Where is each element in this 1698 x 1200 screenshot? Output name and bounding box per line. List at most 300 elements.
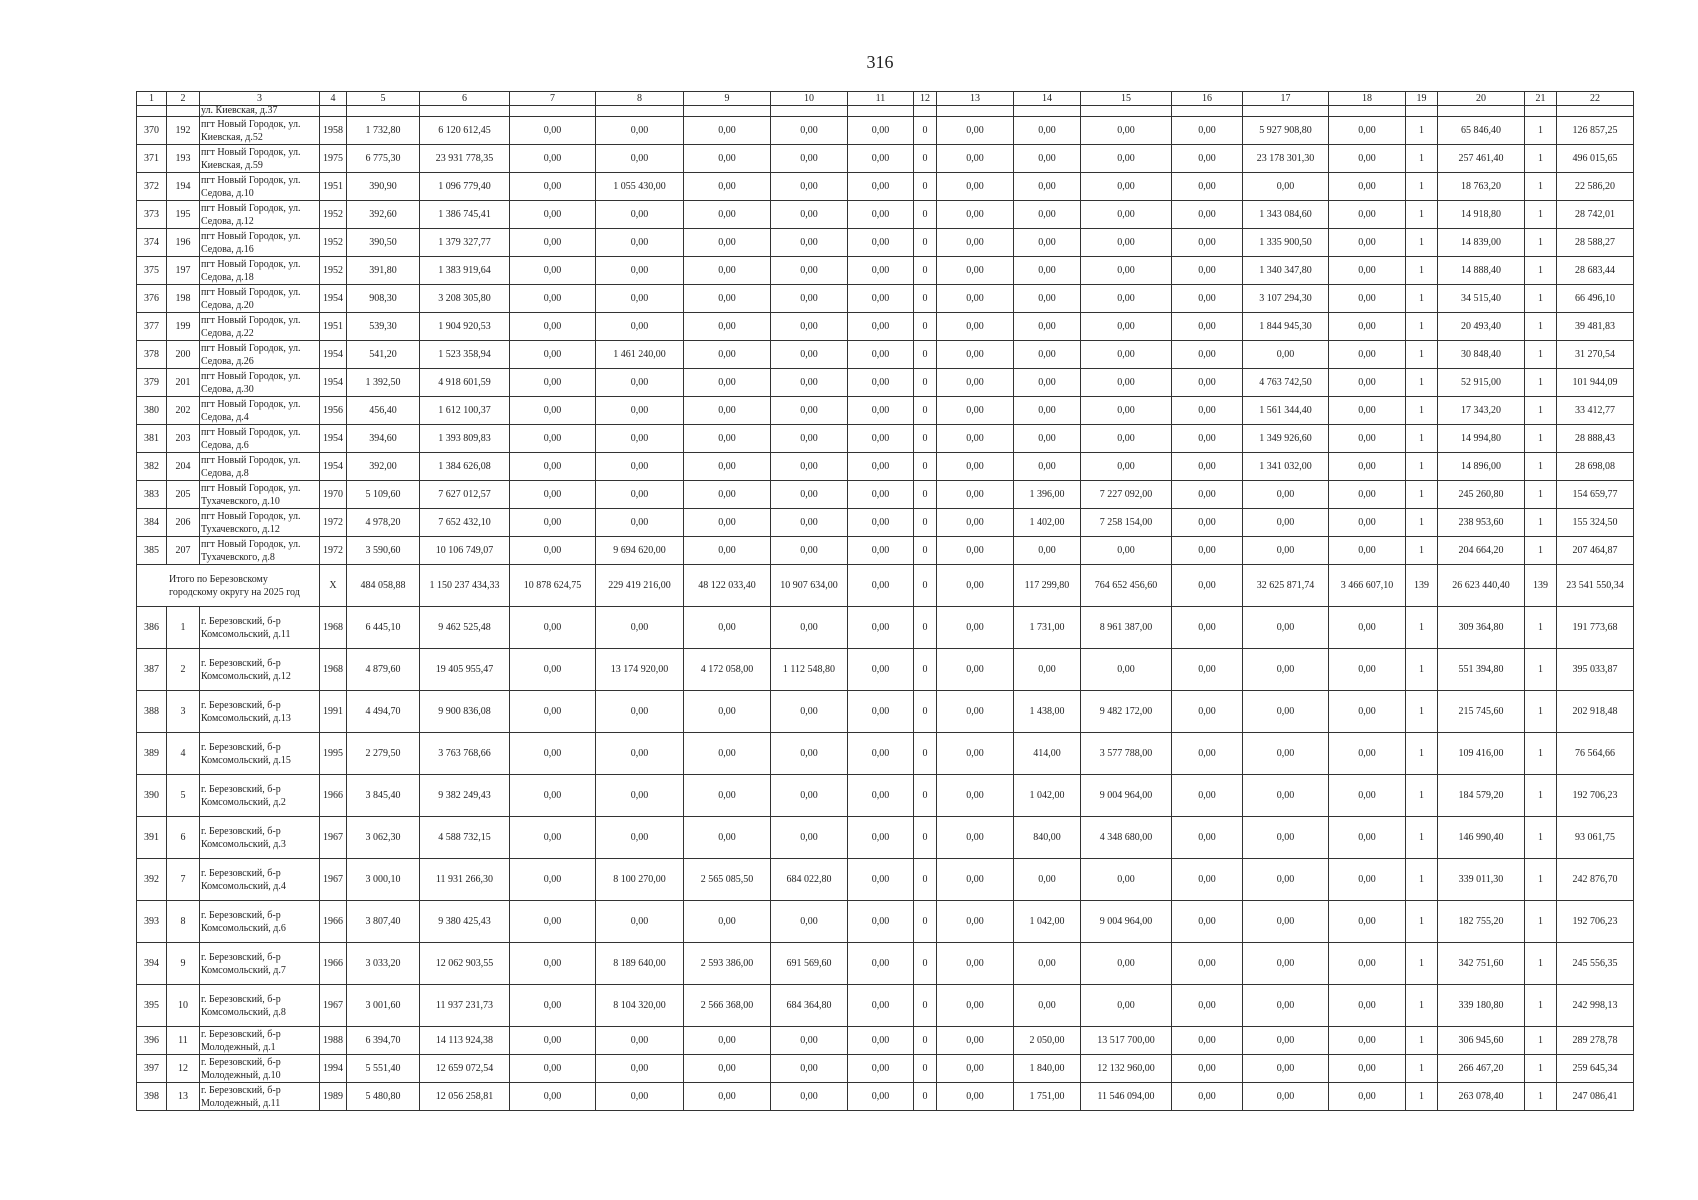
table-cell: 0,00: [937, 943, 1014, 985]
table-cell: 0,00: [684, 1027, 771, 1055]
address-cell: пгт Новый Городок, ул. Седова, д.8: [200, 453, 320, 481]
table-cell: 339 180,80: [1438, 985, 1525, 1027]
table-cell: 0,00: [848, 537, 914, 565]
table-cell: 0,00: [937, 901, 1014, 943]
table-cell: 0,00: [848, 1055, 914, 1083]
column-header-18: 18: [1329, 92, 1406, 106]
table-cell: 12 062 903,55: [420, 943, 510, 985]
table-cell: 1: [1525, 229, 1557, 257]
table-body: [137, 106, 1634, 1111]
table-cell: 0,00: [510, 257, 596, 285]
table-cell: 0,00: [848, 775, 914, 817]
table-cell: 0,00: [510, 341, 596, 369]
table-cell: 1994: [320, 1055, 347, 1083]
table-cell: 0,00: [1172, 775, 1243, 817]
table-cell: 0,00: [1329, 369, 1406, 397]
table-cell: 1: [1525, 145, 1557, 173]
table-cell: 0,00: [596, 397, 684, 425]
table-cell: 339 011,30: [1438, 859, 1525, 901]
table-cell: 11 937 231,73: [420, 985, 510, 1027]
table-cell: 5 927 908,80: [1243, 117, 1329, 145]
table-cell: 0,00: [510, 985, 596, 1027]
table-cell: 1 384 626,08: [420, 453, 510, 481]
table-cell: 201: [167, 369, 200, 397]
table-cell: 0,00: [771, 201, 848, 229]
table-cell: 684 022,80: [771, 859, 848, 901]
table-cell: 0,00: [1014, 943, 1081, 985]
table-cell: 0,00: [937, 1027, 1014, 1055]
table-cell: 0: [914, 257, 937, 285]
table-cell: 8 100 270,00: [596, 859, 684, 901]
table-row: [137, 369, 1634, 397]
table-cell: 1: [1525, 901, 1557, 943]
table-cell: 3 001,60: [347, 985, 420, 1027]
table-cell: 0,00: [937, 859, 1014, 901]
table-cell: 390,50: [347, 229, 420, 257]
table-cell: 0,00: [771, 1083, 848, 1111]
table-cell: 6: [167, 817, 200, 859]
table-cell: 5: [167, 775, 200, 817]
table-cell: 9 462 525,48: [420, 607, 510, 649]
table-cell: 0,00: [1081, 229, 1172, 257]
total-cell: 139: [1406, 565, 1438, 607]
table-cell: 9: [167, 943, 200, 985]
table-cell: 1: [1406, 607, 1438, 649]
table-cell: 1966: [320, 943, 347, 985]
table-row: [137, 1083, 1634, 1111]
table-cell: 9 694 620,00: [596, 537, 684, 565]
address-cell: г. Березовский, б-р Комсомольский, д.3: [200, 817, 320, 859]
table-cell: 0,00: [1014, 537, 1081, 565]
table-row: [137, 943, 1634, 985]
table-cell: 0,00: [771, 145, 848, 173]
table-cell: 1 840,00: [1014, 1055, 1081, 1083]
total-cell: 229 419 216,00: [596, 565, 684, 607]
table-cell: 0,00: [684, 607, 771, 649]
table-cell: 1966: [320, 901, 347, 943]
table-cell: 0,00: [596, 733, 684, 775]
table-cell: 23 178 301,30: [1243, 145, 1329, 173]
table-cell: 0,00: [848, 117, 914, 145]
table-cell: 0,00: [1329, 859, 1406, 901]
table-cell: 0,00: [937, 173, 1014, 201]
table-cell: 1: [1406, 201, 1438, 229]
table-cell: 8 961 387,00: [1081, 607, 1172, 649]
table-cell: 0,00: [1329, 817, 1406, 859]
table-cell: 3 845,40: [347, 775, 420, 817]
table-cell: 0,00: [848, 313, 914, 341]
table-row: [137, 537, 1634, 565]
table-cell: 3 577 788,00: [1081, 733, 1172, 775]
table-cell: 0,00: [1243, 481, 1329, 509]
table-cell: 198: [167, 285, 200, 313]
table-cell: 22 586,20: [1557, 173, 1634, 201]
table-cell: 0,00: [684, 1055, 771, 1083]
table-cell: 0,00: [1172, 397, 1243, 425]
table-row: [137, 425, 1634, 453]
total-cell: 0,00: [848, 565, 914, 607]
table-cell: 1952: [320, 229, 347, 257]
table-cell: 0,00: [1014, 985, 1081, 1027]
table-cell: 52 915,00: [1438, 369, 1525, 397]
table-cell: 9 482 172,00: [1081, 691, 1172, 733]
table-cell: 17 343,20: [1438, 397, 1525, 425]
table-cell: 0,00: [771, 117, 848, 145]
table-cell: 0,00: [684, 733, 771, 775]
table-cell: 5 551,40: [347, 1055, 420, 1083]
table-cell: 0,00: [1329, 1055, 1406, 1083]
table-cell: 388: [137, 691, 167, 733]
table-row: [137, 775, 1634, 817]
table-cell: 1995: [320, 733, 347, 775]
table-row: [137, 341, 1634, 369]
table-cell: 387: [137, 649, 167, 691]
table-cell: 1: [1406, 775, 1438, 817]
table-cell: 1 402,00: [1014, 509, 1081, 537]
table-cell: 1: [1406, 229, 1438, 257]
table-cell: 0,00: [937, 369, 1014, 397]
table-cell: 8: [167, 901, 200, 943]
column-header-2: 2: [167, 92, 200, 106]
table-cell: 1: [1406, 649, 1438, 691]
table-cell: 182 755,20: [1438, 901, 1525, 943]
table-cell: 0,00: [1172, 943, 1243, 985]
address-cell: пгт Новый Городок, ул. Седова, д.30: [200, 369, 320, 397]
column-header-15: 15: [1081, 92, 1172, 106]
table-cell: 0,00: [596, 145, 684, 173]
total-cell: 10 878 624,75: [510, 565, 596, 607]
table-cell: 0,00: [1172, 509, 1243, 537]
table-cell: 0,00: [510, 369, 596, 397]
table-cell: 0,00: [1329, 257, 1406, 285]
table-cell: 0,00: [1172, 341, 1243, 369]
column-header-11: 11: [848, 92, 914, 106]
table-cell: 0,00: [684, 341, 771, 369]
table-row: [137, 285, 1634, 313]
table-cell: 1: [167, 607, 200, 649]
table-cell: 0: [914, 285, 937, 313]
table-cell: 0,00: [1081, 341, 1172, 369]
table-cell: 1: [1525, 453, 1557, 481]
table-cell: 289 278,78: [1557, 1027, 1634, 1055]
table-cell: 0: [914, 145, 937, 173]
table-cell: 1: [1525, 1083, 1557, 1111]
table-cell: 0,00: [771, 313, 848, 341]
table-cell: 306 945,60: [1438, 1027, 1525, 1055]
table-cell: 0,00: [1081, 117, 1172, 145]
table-cell: 0,00: [596, 313, 684, 341]
table-cell: 0: [914, 901, 937, 943]
table-cell: 0,00: [937, 537, 1014, 565]
total-cell: 0,00: [937, 565, 1014, 607]
table-cell: 386: [137, 607, 167, 649]
table-cell: 0,00: [684, 229, 771, 257]
table-cell: 1968: [320, 607, 347, 649]
table-cell: 1: [1406, 859, 1438, 901]
table-cell: 0,00: [848, 397, 914, 425]
table-cell: 0,00: [510, 607, 596, 649]
table-cell: 13 174 920,00: [596, 649, 684, 691]
table-cell: 2 566 368,00: [684, 985, 771, 1027]
table-cell: 1954: [320, 453, 347, 481]
table-cell: 1: [1525, 607, 1557, 649]
table-cell: 1 732,80: [347, 117, 420, 145]
address-cell: пгт Новый Городок, ул. Седова, д.26: [200, 341, 320, 369]
table-cell: 0,00: [684, 1083, 771, 1111]
table-cell: 0,00: [771, 817, 848, 859]
table-cell: 1 112 548,80: [771, 649, 848, 691]
table-cell: 1 396,00: [1014, 481, 1081, 509]
table-cell: 0,00: [1081, 313, 1172, 341]
table-cell: 0,00: [771, 397, 848, 425]
table-cell: 380: [137, 397, 167, 425]
table-cell: 1989: [320, 1083, 347, 1111]
table-cell: 0,00: [1329, 1027, 1406, 1055]
table-cell: 0,00: [937, 733, 1014, 775]
table-cell: 0,00: [684, 481, 771, 509]
total-cell: 26 623 440,40: [1438, 565, 1525, 607]
table-cell: 0,00: [684, 397, 771, 425]
table-cell: 496 015,65: [1557, 145, 1634, 173]
table-cell: 0,00: [1329, 985, 1406, 1027]
table-cell: 1: [1525, 943, 1557, 985]
table-row: [137, 509, 1634, 537]
table-cell: 0,00: [848, 859, 914, 901]
table-cell: 28 742,01: [1557, 201, 1634, 229]
table-cell: 0,00: [937, 313, 1014, 341]
table-cell: 0,00: [596, 257, 684, 285]
table-cell: 1 042,00: [1014, 775, 1081, 817]
total-cell: 1 150 237 434,33: [420, 565, 510, 607]
table-cell: 0,00: [848, 201, 914, 229]
table-cell: 34 515,40: [1438, 285, 1525, 313]
table-cell: 1: [1525, 985, 1557, 1027]
table-cell: 4 588 732,15: [420, 817, 510, 859]
table-cell: 0,00: [1172, 145, 1243, 173]
table-cell: 0,00: [1243, 509, 1329, 537]
table-cell: 4 879,60: [347, 649, 420, 691]
table-cell: 691 569,60: [771, 943, 848, 985]
table-cell: 1: [1525, 201, 1557, 229]
table-row: [137, 145, 1634, 173]
table-cell: 396: [137, 1027, 167, 1055]
table-cell: 1: [1525, 313, 1557, 341]
address-cell: пгт Новый Городок, ул. Седова, д.12: [200, 201, 320, 229]
table-cell: 3 062,30: [347, 817, 420, 859]
address-cell: г. Березовский, б-р Комсомольский, д.13: [200, 691, 320, 733]
table-cell: 392,00: [347, 453, 420, 481]
address-cell: пгт Новый Городок, ул. Седова, д.10: [200, 173, 320, 201]
table-cell: 2 565 085,50: [684, 859, 771, 901]
table-cell: 0,00: [1329, 691, 1406, 733]
table-cell: 3 208 305,80: [420, 285, 510, 313]
table-cell: 0,00: [1329, 481, 1406, 509]
table-cell: 245 260,80: [1438, 481, 1525, 509]
table-cell: 0,00: [1014, 285, 1081, 313]
table-cell: 1 561 344,40: [1243, 397, 1329, 425]
table-cell: 0,00: [510, 173, 596, 201]
table-cell: 0,00: [596, 775, 684, 817]
table-cell: 0,00: [937, 817, 1014, 859]
table-cell: 1956: [320, 397, 347, 425]
table-cell: 0,00: [1172, 453, 1243, 481]
table-row: [137, 985, 1634, 1027]
table-cell: 0,00: [937, 607, 1014, 649]
table-cell: 7 227 092,00: [1081, 481, 1172, 509]
table-row: [137, 1027, 1634, 1055]
table-cell: 192: [167, 117, 200, 145]
table-cell: 247 086,41: [1557, 1083, 1634, 1111]
table-cell: 1 340 347,80: [1243, 257, 1329, 285]
address-cell: г. Березовский, б-р Молодежный, д.11: [200, 1083, 320, 1111]
table-cell: 1991: [320, 691, 347, 733]
table-cell: 1 461 240,00: [596, 341, 684, 369]
table-cell: 0: [914, 859, 937, 901]
table-cell: 0,00: [1172, 425, 1243, 453]
table-cell: 0,00: [1243, 173, 1329, 201]
table-cell: 0,00: [1081, 649, 1172, 691]
table-cell: 12: [167, 1055, 200, 1083]
table-cell: 14 994,80: [1438, 425, 1525, 453]
total-cell: 484 058,88: [347, 565, 420, 607]
table-cell: 0,00: [684, 537, 771, 565]
table-cell: 0,00: [684, 257, 771, 285]
column-header-13: 13: [937, 92, 1014, 106]
table-cell: 0,00: [1014, 173, 1081, 201]
table-cell: 0,00: [684, 691, 771, 733]
table-cell: 0,00: [596, 1027, 684, 1055]
table-cell: 0,00: [684, 369, 771, 397]
table-cell: 309 364,80: [1438, 607, 1525, 649]
table-cell: 0,00: [848, 901, 914, 943]
table-cell: 1: [1406, 509, 1438, 537]
table-cell: 101 944,09: [1557, 369, 1634, 397]
table-cell: 0,00: [510, 313, 596, 341]
table-cell: 1: [1406, 369, 1438, 397]
table-cell: 395: [137, 985, 167, 1027]
table-cell: 0,00: [1243, 733, 1329, 775]
table-cell: 0,00: [1172, 173, 1243, 201]
table-cell: 1 383 919,64: [420, 257, 510, 285]
table-cell: 1: [1525, 1027, 1557, 1055]
table-cell: 0,00: [1172, 733, 1243, 775]
table-cell: 370: [137, 117, 167, 145]
table-cell: 383: [137, 481, 167, 509]
table-row: [137, 649, 1634, 691]
table-cell: 384: [137, 509, 167, 537]
table-cell: 0: [914, 481, 937, 509]
table-cell: 8 104 320,00: [596, 985, 684, 1027]
table-cell: 1: [1525, 775, 1557, 817]
table-cell: 192 706,23: [1557, 775, 1634, 817]
table-cell: 202 918,48: [1557, 691, 1634, 733]
table-cell: 0,00: [1081, 397, 1172, 425]
table-cell: 8 189 640,00: [596, 943, 684, 985]
table-cell: 0,00: [1329, 145, 1406, 173]
table-cell: 0,00: [510, 1083, 596, 1111]
table-cell: 1: [1406, 733, 1438, 775]
table-cell: 0,00: [771, 1027, 848, 1055]
column-header-3: 3: [200, 92, 320, 106]
table-cell: 0,00: [1172, 201, 1243, 229]
table-cell: 0,00: [684, 453, 771, 481]
table-cell: 194: [167, 173, 200, 201]
table-cell: 0,00: [1172, 985, 1243, 1027]
table-row: [137, 733, 1634, 775]
table-cell: 0,00: [510, 481, 596, 509]
table-cell: 1: [1525, 1055, 1557, 1083]
page-number: 316: [866, 52, 894, 72]
continuation-row: [137, 106, 1634, 117]
table-cell: 3 763 768,66: [420, 733, 510, 775]
table-cell: 1954: [320, 285, 347, 313]
table-cell: 0,00: [510, 201, 596, 229]
table-cell: 242 876,70: [1557, 859, 1634, 901]
total-cell: 139: [1525, 565, 1557, 607]
table-cell: 0: [914, 691, 937, 733]
table-cell: 0,00: [937, 229, 1014, 257]
table-cell: 0,00: [771, 285, 848, 313]
table-cell: 1: [1525, 117, 1557, 145]
table-cell: 0,00: [771, 341, 848, 369]
table-cell: 391: [137, 817, 167, 859]
table-cell: 0,00: [684, 173, 771, 201]
table-cell: 4: [167, 733, 200, 775]
table-cell: 12 056 258,81: [420, 1083, 510, 1111]
table-cell: 18 763,20: [1438, 173, 1525, 201]
table-cell: 0: [914, 817, 937, 859]
table-cell: 0,00: [1172, 537, 1243, 565]
table-cell: 0: [914, 775, 937, 817]
column-header-4: 4: [320, 92, 347, 106]
table-cell: 0,00: [1329, 117, 1406, 145]
table-cell: 1: [1525, 397, 1557, 425]
table-row: [137, 817, 1634, 859]
table-cell: 4 918 601,59: [420, 369, 510, 397]
table-cell: 1952: [320, 201, 347, 229]
table-cell: 0,00: [684, 313, 771, 341]
table-cell: 1 438,00: [1014, 691, 1081, 733]
table-row: [137, 229, 1634, 257]
table-cell: 456,40: [347, 397, 420, 425]
table-cell: 0,00: [848, 257, 914, 285]
table-cell: 1967: [320, 985, 347, 1027]
column-header-19: 19: [1406, 92, 1438, 106]
table-cell: 0,00: [1014, 453, 1081, 481]
table-cell: 414,00: [1014, 733, 1081, 775]
table-cell: 0,00: [937, 117, 1014, 145]
address-cell: пгт Новый Городок, ул. Седова, д.6: [200, 425, 320, 453]
table-cell: 0,00: [1329, 341, 1406, 369]
table-cell: 0,00: [771, 229, 848, 257]
table-cell: 0: [914, 229, 937, 257]
table-cell: 0,00: [1081, 257, 1172, 285]
table-cell: 7 652 432,10: [420, 509, 510, 537]
table-cell: 0,00: [937, 201, 1014, 229]
continuation-address: ул. Киевская, д.37: [200, 106, 320, 117]
table-cell: 0,00: [1014, 649, 1081, 691]
column-header-14: 14: [1014, 92, 1081, 106]
table-cell: 0,00: [684, 817, 771, 859]
table-cell: 0,00: [848, 369, 914, 397]
table-cell: 93 061,75: [1557, 817, 1634, 859]
table-cell: 1 392,50: [347, 369, 420, 397]
table-cell: 0: [914, 117, 937, 145]
column-header-6: 6: [420, 92, 510, 106]
table-cell: 0,00: [510, 1055, 596, 1083]
table-cell: 374: [137, 229, 167, 257]
table-cell: 192 706,23: [1557, 901, 1634, 943]
